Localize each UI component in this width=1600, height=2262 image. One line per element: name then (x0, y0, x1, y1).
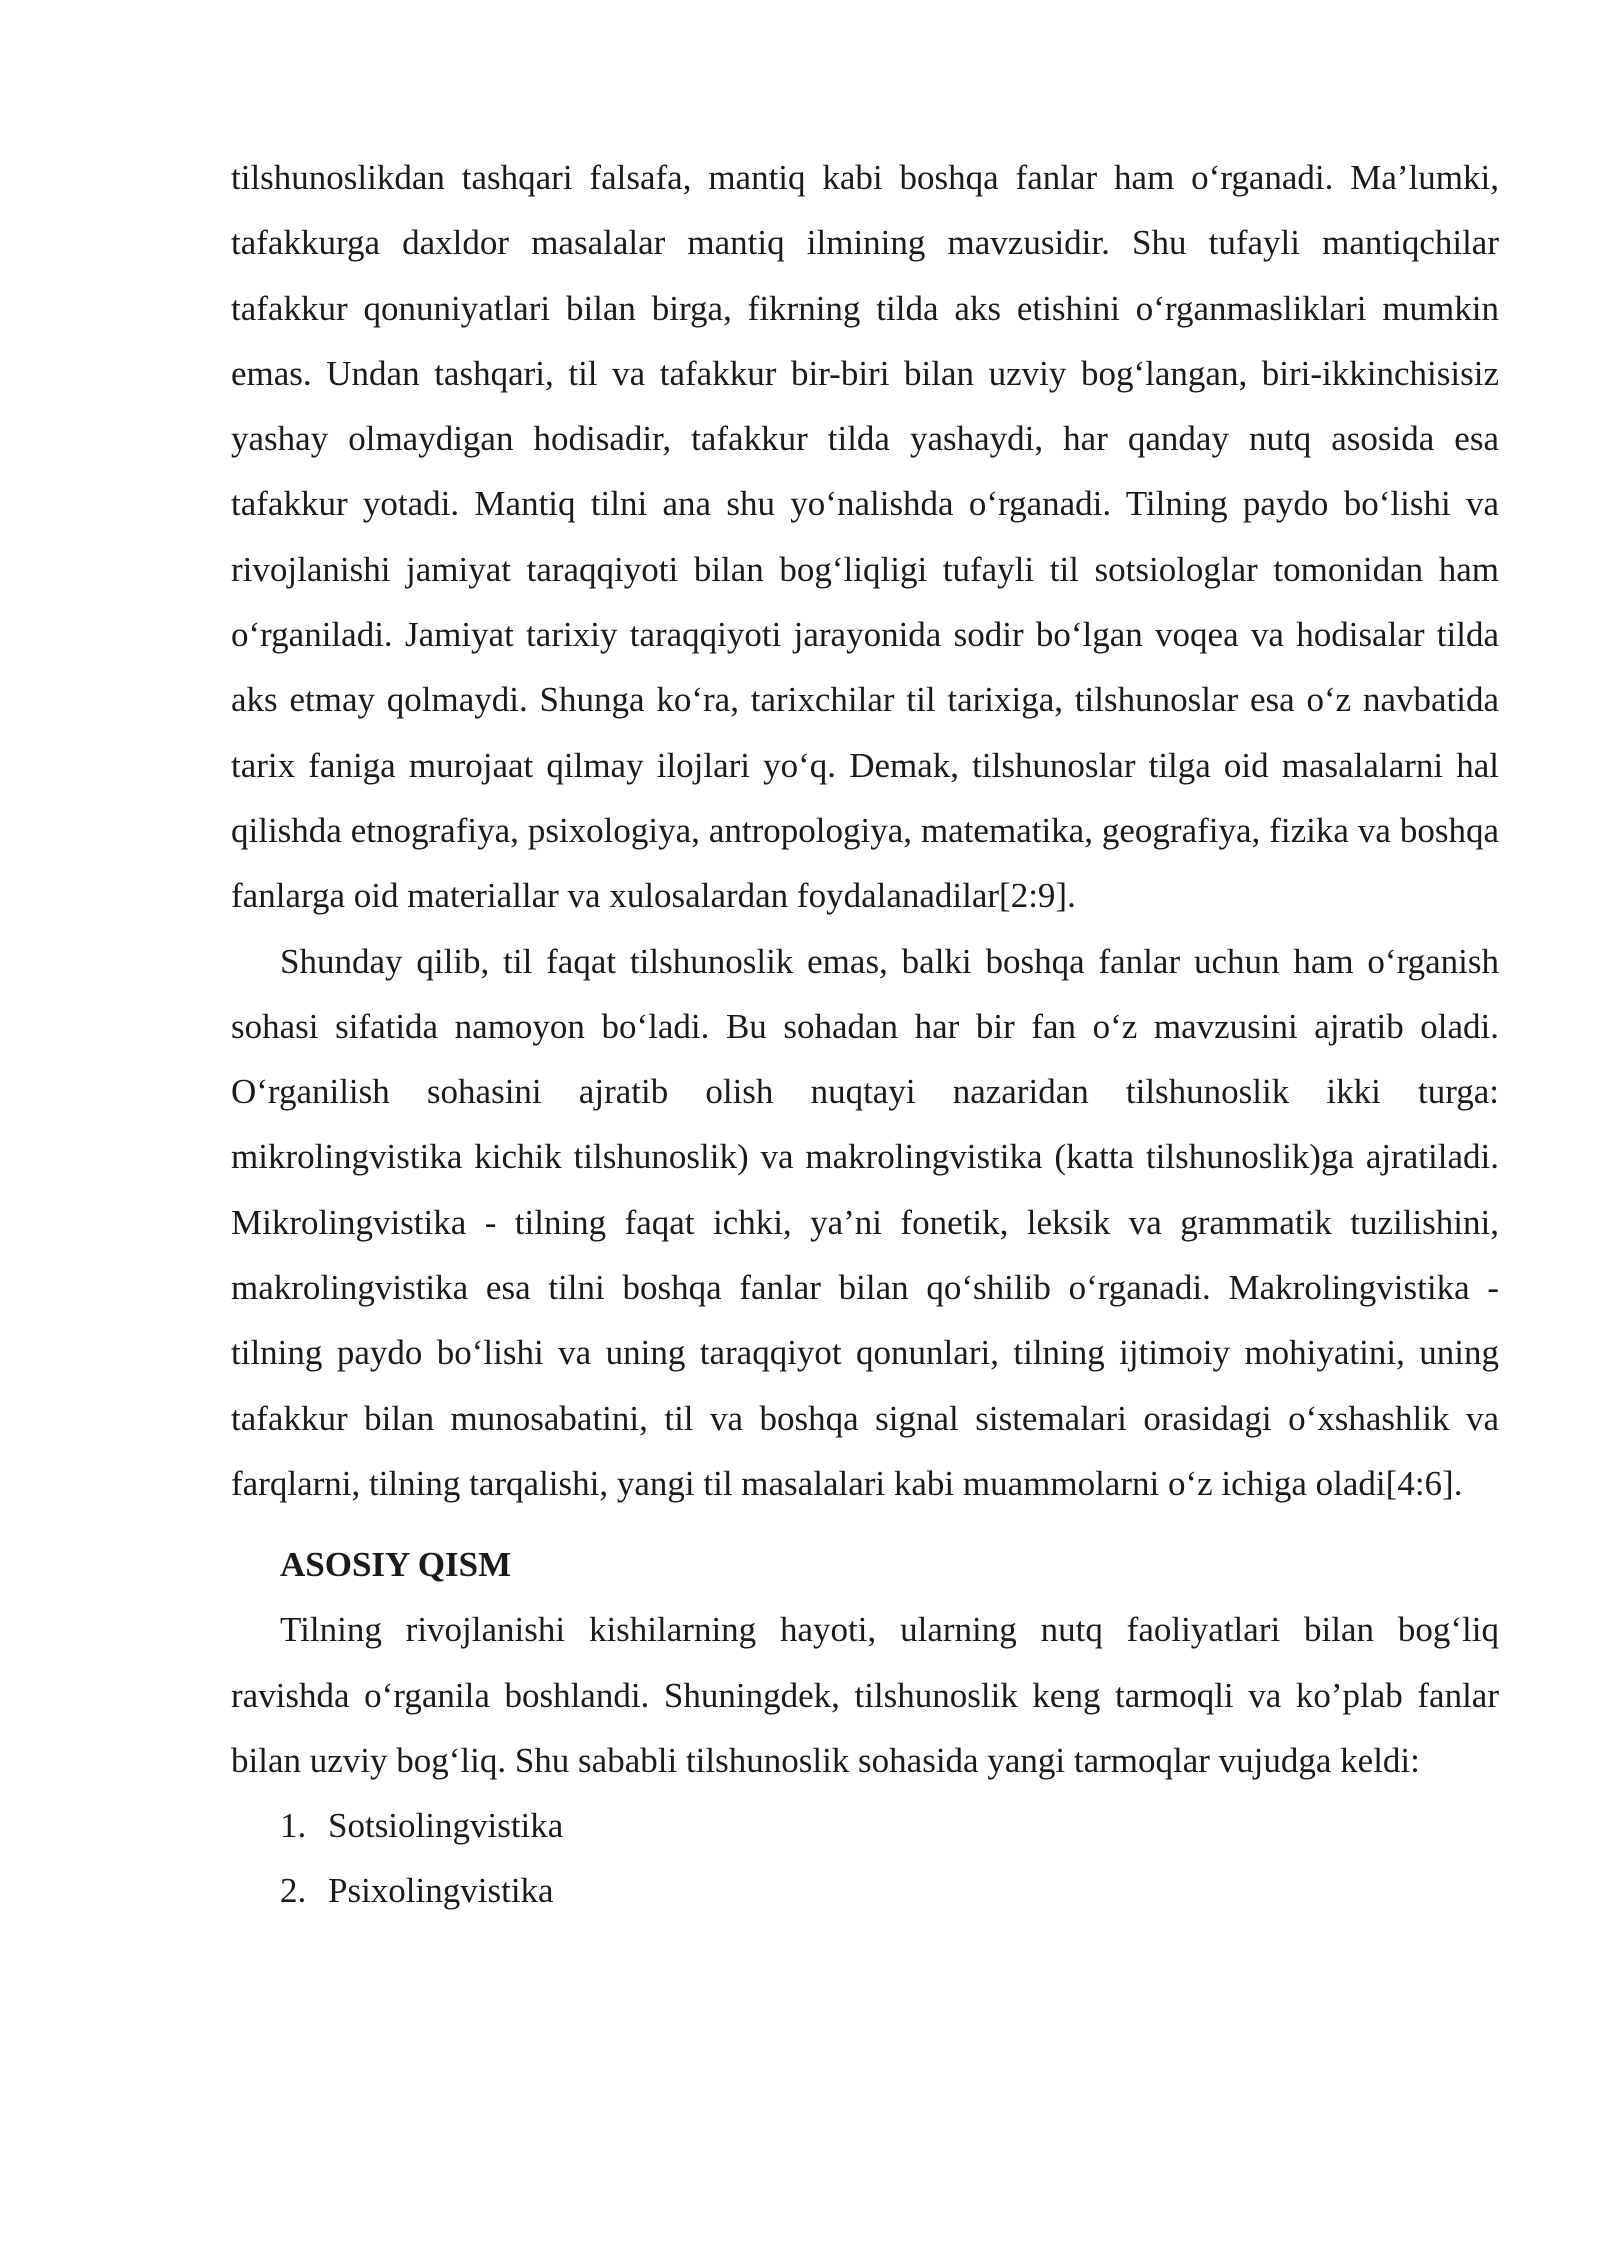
paragraph-main-section: Tilning rivojlanishi kishilarning hayoti, ularning nutq faoliyatlari bilan bog‘liq ravishda o‘rganila boshlandi. Shuningdek, tilshunoslik keng tarmoqli va ko’plab fanlar bilan uzviy bog‘liq. Shu sababli tilshunoslik sohasida yangi tarmoqlar vujudga keldi: (231, 1610, 1499, 1780)
list-item-number: 1. (280, 1806, 307, 1846)
paragraph-continuation: tilshunoslikdan tashqari falsafa, mantiq kabi boshqa fanlar ham o‘rganadi. Ma’lumki, tafakkurga daxldor masalalar mantiq ilmining mavzusidir. Shu tufayli mantiqchilar tafakkur qonuniyatlari bilan birga, fikrning tilda aks etishini o‘rganmasliklari mumkin emas. Undan tashqari, til va tafakkur bir-biri bilan uzviy bog‘langan, biri-ikkinchisisiz yashay olmaydigan hodisadir, tafakkur tilda yashaydi, har qanday nutq asosida esa tafakkur yotadi. Mantiq tilni ana shu yo‘nalishda o‘rganadi. Tilning paydo bo‘lishi va rivojlanishi jamiyat taraqqiyoti bilan bog‘liqligi tufayli til sotsiologlar tomonidan ham o‘rganiladi. Jamiyat tarixiy taraqqiyoti jarayonida sodir bo‘lgan voqea va hodisalar tilda aks etmay qolmaydi. Shunga ko‘ra, tarixchilar til tarixiga, tilshunoslar esa o‘z navbatida tarix faniga murojaat qilmay ilojlari yo‘q. Demak, tilshunoslar tilga oid masalalarni hal qilishda etnografiya, psixologiya, antropologiya, matematika, geografiya, fizika va boshqa fanlarga oid materiallar va xulosalardan foydalanadilar[2:9]. (231, 158, 1499, 916)
document-body (231, 145, 1499, 1924)
branches-list (231, 1793, 1499, 1924)
list-item-number: 2. (280, 1871, 307, 1911)
list-item-text: Psixolingvistika (328, 1871, 554, 1911)
list-item-text: Sotsiolingvistika (328, 1806, 564, 1846)
section-heading: ASOSIY QISM (280, 1545, 512, 1585)
list-item (231, 1858, 1499, 1923)
list-item (231, 1793, 1499, 1858)
paragraph-language-study-fields: Shunday qilib, til faqat tilshunoslik emas, balki boshqa fanlar uchun ham o‘rganish sohasi sifatida namoyon bo‘ladi. Bu sohadan har bir fan o‘z mavzusini ajratib oladi. O‘rganilish sohasini ajratib olish nuqtayi nazaridan tilshunoslik ikki turga: mikrolingvistika kichik tilshunoslik) va makrolingvistika (katta tilshunoslik)ga ajratiladi. Mikrolingvistika - tilning faqat ichki, ya’ni fonetik, leksik va grammatik tuzilishini, makrolingvistika esa tilni boshqa fanlar bilan qo‘shilib o‘rganadi. Makrolingvistika - tilning paydo bo‘lishi va uning taraqqiyot qonunlari, tilning ijtimoiy mohiyatini, uning tafakkur bilan munosabatini, til va boshqa signal sistemalari orasidagi o‘xshashlik va farqlarni, tilning tarqalishi, yangi til masalalari kabi muammolarni o‘z ichiga oladi[4:6]. (231, 941, 1499, 1503)
